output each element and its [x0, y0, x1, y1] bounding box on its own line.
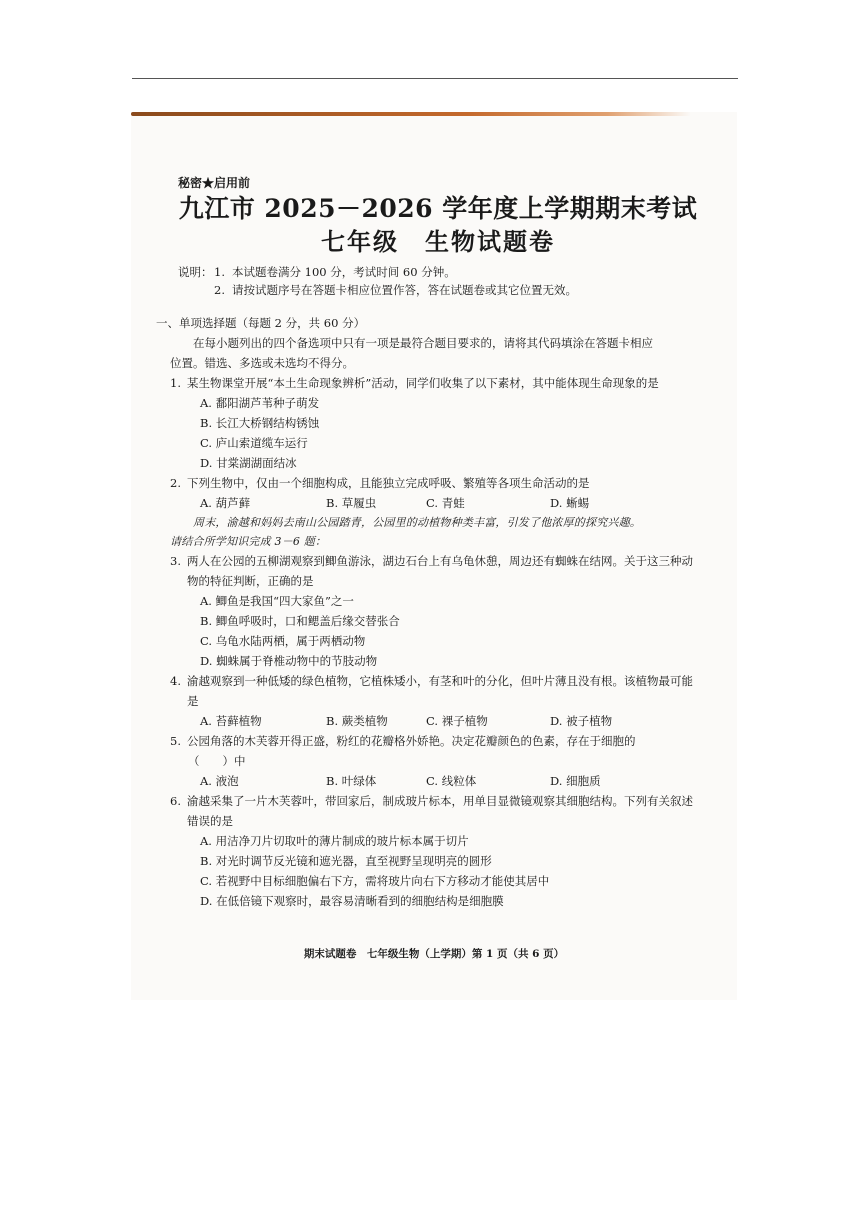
question-stem-2: （ ）中 — [188, 754, 246, 768]
question-5: 5. 公园角落的木芙蓉开得正盛，粉红的花瓣格外娇艳。决定花瓣颜色的色素，存在于细胞的 — [170, 731, 698, 751]
option-b: B. 叶绿体 — [326, 774, 377, 788]
options-row — [200, 771, 698, 791]
page-footer: 期末试题卷 七年级生物（上学期）第 1 页（共 6 页） — [303, 948, 565, 960]
instruction-2: 请按试题序号在答题卡相应位置作答，答在试题卷或其它位置无效。 — [232, 283, 577, 297]
option-a: A. 鲫鱼是我国“四大家鱼”之一 — [200, 594, 354, 608]
scan-edge — [131, 112, 691, 116]
question-3: 3. 两人在公园的五柳湖观察到鲫鱼游泳，湖边石台上有乌龟休憩，周边还有蜘蛛在结网。关于这三种动物的特征判断，正确的是 — [170, 551, 698, 591]
option-c: C. 乌龟水陆两栖，属于两栖动物 — [200, 634, 366, 648]
option-c: C. 庐山索道缆车运行 — [200, 436, 308, 450]
instruction-1: 本试题卷满分 100 分，考试时间 60 分钟。 — [232, 265, 456, 279]
options-row — [200, 493, 698, 513]
question-stem: 某生物课堂开展“本土生命现象辨析”活动，同学们收集了以下素材，其中能体现生命现象的是 — [187, 376, 659, 390]
question-1: 1. 某生物课堂开展“本土生命现象辨析”活动，同学们收集了以下素材，其中能体现生命现象的是 — [170, 373, 698, 393]
passage: 周末，渝越和妈妈去南山公园踏青，公园里的动植物种类丰富，引发了他浓厚的探究兴趣。 — [193, 516, 641, 529]
secret-mark: 秘密★启用前 — [178, 176, 251, 190]
option-d: D. 被子植物 — [550, 714, 613, 728]
subject-label: 生物试题卷 — [425, 227, 555, 256]
exam-title: 九江市 2025－2026 学年度上学期期末考试 — [178, 194, 698, 223]
section-intro: 在每小题列出的四个备选项中只有一项是最符合题目要求的，请将其代码填涂在答题卡相应 — [193, 336, 653, 350]
options-row — [200, 711, 698, 731]
question-4: 4. 渝越观察到一种低矮的绿色植物，它植株矮小，有茎和叶的分化，但叶片薄且没有根。该植物最可能是 — [170, 671, 698, 711]
option-b: B. 蕨类植物 — [326, 714, 388, 728]
option-a: A. 葫芦藓 — [200, 496, 251, 510]
option-a: A. 苔藓植物 — [200, 714, 262, 728]
grade-label: 七年级 — [321, 227, 399, 256]
option-d: D. 蜥蜴 — [550, 496, 590, 510]
top-rule — [132, 78, 738, 79]
question-2: 2. 下列生物中，仅由一个细胞构成，且能独立完成呼吸、繁殖等各项生命活动的是 — [170, 473, 698, 493]
passage-2: 请结合所学知识完成 3－6 题： — [170, 535, 327, 548]
question-6: 6. 渝越采集了一片木芙蓉叶，带回家后，制成玻片标本，用单目显微镜观察其细胞结构。下列有关叙述错误的是 — [170, 791, 698, 831]
option-b: B. 对光时调节反光镜和遮光器，直至视野呈现明亮的圆形 — [200, 854, 492, 868]
option-a: A. 液泡 — [200, 774, 239, 788]
option-c: C. 若视野中目标细胞偏右下方，需将玻片向右下方移动才能使其居中 — [200, 874, 550, 888]
option-d: D. 在低倍镜下观察时，最容易清晰看到的细胞结构是细胞膜 — [200, 894, 504, 908]
option-c: C. 青蛙 — [426, 496, 465, 510]
section-heading: 一、单项选择题（每题 2 分，共 60 分） — [156, 316, 366, 330]
option-a: A. 用洁净刀片切取叶的薄片制成的玻片标本属于切片 — [200, 834, 469, 848]
option-a: A. 鄱阳湖芦苇种子萌发 — [200, 396, 320, 410]
option-b: B. 鲫鱼呼吸时，口和鳃盖后缘交替张合 — [200, 614, 400, 628]
option-d: D. 蜘蛛属于脊椎动物中的节肢动物 — [200, 654, 378, 668]
option-c: C. 裸子植物 — [426, 714, 488, 728]
question-stem: 两人在公园的五柳湖观察到鲫鱼游泳，湖边石台上有乌龟休憩，周边还有蜘蛛在结网。关于这三种动物的特征判断，正确的是 — [187, 554, 693, 588]
question-stem: 公园角落的木芙蓉开得正盛，粉红的花瓣格外娇艳。决定花瓣颜色的色素，存在于细胞的 — [187, 734, 636, 748]
section-intro-2: 位置。错选、多选或未选均不得分。 — [170, 356, 354, 370]
option-b: B. 草履虫 — [326, 496, 377, 510]
option-d: D. 细胞质 — [550, 774, 601, 788]
question-stem: 渝越采集了一片木芙蓉叶，带回家后，制成玻片标本，用单目显微镜观察其细胞结构。下列有关叙述错误的是 — [187, 794, 693, 828]
instructions-label: 说明： — [178, 265, 213, 279]
question-stem: 下列生物中，仅由一个细胞构成，且能独立完成呼吸、繁殖等各项生命活动的是 — [187, 476, 590, 490]
page-content — [156, 174, 698, 911]
instructions: 说明： 1. 本试题卷满分 100 分，考试时间 60 分钟。 2. 请按试题序号在答题卡相应位置作答，答在试题卷或其它位置无效。 — [178, 265, 577, 297]
exam-subtitle — [178, 227, 698, 257]
question-stem: 渝越观察到一种低矮的绿色植物，它植株矮小，有茎和叶的分化，但叶片薄且没有根。该植物最可能是 — [187, 674, 693, 708]
option-b: B. 长江大桥钢结构锈蚀 — [200, 416, 320, 430]
option-d: D. 甘棠湖湖面结冰 — [200, 456, 297, 470]
option-c: C. 线粒体 — [426, 774, 477, 788]
